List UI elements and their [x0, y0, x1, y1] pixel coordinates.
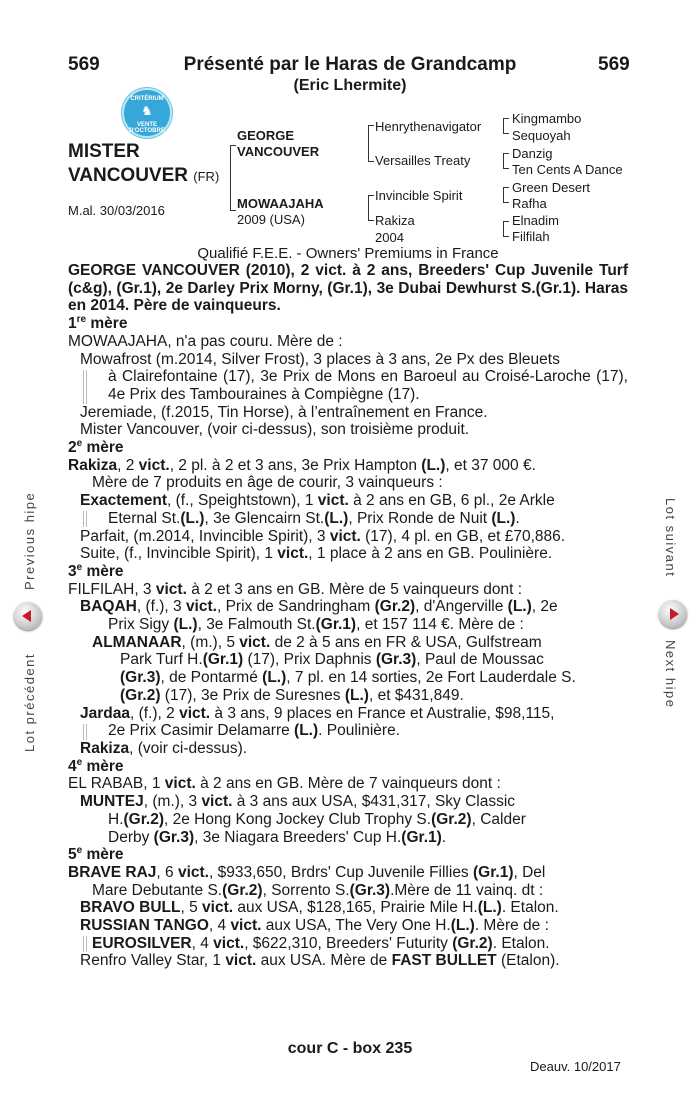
pedigree-bracket-sire: [368, 125, 374, 162]
produce-mister-vancouver: Mister Vancouver, (voir ci-dessus), son troisième produit.: [80, 421, 470, 439]
third-dam-intro: FILFILAH, 3 vict. à 2 et 3 ans en GB. Mère de 5 vainqueurs dont :: [68, 580, 523, 598]
arrow-right-icon: [670, 608, 679, 620]
produce-renfro-valley-star: Renfro Valley Star, 1 vict. aux USA. Mère de FAST BULLET (Etalon).: [80, 952, 560, 970]
produce-baqah: BAQAH, (f.), 3 vict., Prix de Sandringham (Gr.2), d'Angerville (L.), 2e Prix Sigy (L.), 3e Falmouth St.(Gr.1), et 157 114 €. Mère de :: [80, 598, 558, 634]
previous-hipe-label[interactable]: Previous hipe: [22, 491, 37, 590]
produce-suite: Suite, (f., Invincible Spirit), 1 vict., 1 place à 2 ans en GB. Poulinière.: [80, 545, 553, 563]
lot-number-left: 569: [68, 54, 100, 75]
heading-fifth-dam: 5e mère: [68, 845, 124, 864]
pedigree-bracket-dam: [368, 195, 374, 221]
produce-almanaar: ALMANAAR, (m.), 5 vict. de 2 à 5 ans en FR & USA, Gulfstream Park Turf H.(Gr.1) (17), Prix Daphnis (Gr.3), Paul de Moussac (Gr.3), de Pontarmé (L.), 7 pl. en 14 sorties, 2e Fort Lauderdale S. (Gr.2) (17), 3e Prix de Suresnes (L.), et $431,849.: [92, 633, 576, 704]
dam-year: 2009 (USA): [237, 212, 305, 227]
sale-reference: Deauv. 10/2017: [530, 1059, 621, 1074]
presenter-title: Présenté par le Haras de Grandcamp: [183, 54, 517, 75]
ssd-name: Sequoyah: [512, 128, 571, 143]
box-location: cour C - box 235: [287, 1040, 413, 1057]
previous-lot-label-fr[interactable]: Lot précédent: [22, 652, 37, 752]
produce-russian-tango: RUSSIAN TANGO, 4 vict. aux USA, The Very One H.(L.). Mère de :: [80, 917, 549, 935]
pedigree-bracket-g1: [503, 118, 509, 134]
dss-name: Green Desert: [512, 180, 591, 195]
sire-name: GEORGE VANCOUVER: [237, 128, 320, 159]
horse-name: [68, 140, 219, 189]
previous-lot-button[interactable]: [14, 602, 42, 630]
sds-name: Danzig: [512, 146, 553, 161]
presenter-subtitle: (Eric Lhermite): [293, 77, 407, 94]
pedigree-bracket-g2: [503, 153, 509, 169]
badge-bottom-text: VENTE D'OCTOBRE: [129, 122, 165, 134]
produce-jeremiade: Jeremiade, (f.2015, Tin Horse), à l’entraînement en France.: [80, 403, 488, 421]
produce-muntej: MUNTEJ, (m.), 3 vict. à 3 ans aux USA, $431,317, Sky Classic H.(Gr.2), 2e Hong Kong Jockey Club Trophy S.(Gr.2), Calder Derby (Gr.3), 3e Niagara Breeders' Cup H.(Gr.1).: [80, 793, 526, 846]
dam-name: MOWAAJAHA: [237, 196, 324, 211]
ddd-name: Filfilah: [512, 229, 550, 244]
produce-parfait: Parfait, (m.2014, Invincible Spirit), 3 vict. (17), 4 pl. en GB, et £70,886.: [80, 527, 566, 545]
produce-bravo-bull: BRAVO BULL, 5 vict. aux USA, $128,165, Prairie Mile H.(L.). Etalon.: [80, 899, 559, 917]
dam-sire: Invincible Spirit: [375, 188, 463, 203]
fourth-dam-intro: EL RABAB, 1 vict. à 2 ans en GB. Mère de 7 vainqueurs dont :: [68, 775, 501, 793]
heading-third-dam: 3e mère: [68, 561, 124, 580]
horse-head-icon: ♞: [141, 103, 153, 118]
horse-name-line1: MISTER: [68, 141, 140, 162]
first-dam-intro: MOWAAJAHA, n'a pas couru. Mère de :: [68, 332, 343, 350]
produce-mowafrost: Mowafrost (m.2014, Silver Frost), 3 places à 3 ans, 2e Px des Bleuets à Clairefontaine (17), 3e Prix de Mons en Baroeul au Croisé-Laroche (17), 4e Prix des Tambouraines à Compiègne (17).: [80, 350, 628, 403]
sire-dam: Versailles Treaty: [375, 153, 471, 168]
pedigree-bracket-main: [230, 145, 236, 211]
dds-name: Elnadim: [512, 213, 559, 228]
sire-paragraph: GEORGE VANCOUVER (2010), 2 vict. à 2 ans, Breeders' Cup Juvenile Turf (c&g), (Gr.1), 2e Darley Prix Morny, (Gr.1), 3e Dubai Dewhurst S.(Gr.1). Haras en 2014. Père de vainqueurs.: [68, 262, 628, 315]
heading-first-dam: 1re mère: [68, 313, 128, 333]
horse-name-line2: VANCOUVER: [68, 165, 188, 186]
produce-rakiza-ref: Rakiza, (voir ci-dessus).: [80, 739, 248, 757]
dam-dam: Rakiza: [375, 213, 415, 228]
arrow-left-icon: [22, 610, 31, 622]
lot-number-right: 569: [598, 54, 630, 75]
fifth-dam-brave-raj: BRAVE RAJ, 6 vict., $933,650, Brdrs' Cup Juvenile Fillies (Gr.1), Del Mare Debutante S.(Gr.2), Sorrento S.(Gr.3).Mère de 11 vainq. dt :: [68, 863, 546, 899]
sire-sire: Henrythenavigator: [375, 119, 482, 134]
horse-country: (FR): [193, 169, 220, 184]
criterium-badge-logo: [122, 88, 172, 138]
second-dam-rakiza: Rakiza, 2 vict., 2 pl. à 2 et 3 ans, 3e Prix Hampton (L.), et 37 000 €. Mère de 7 produits en âge de courir, 3 vainqueurs :: [68, 456, 536, 492]
produce-eurosilver: EUROSILVER, 4 vict., $622,310, Breeders' Futurity (Gr.2). Etalon.: [68, 935, 628, 953]
dam-dam-year: 2004: [375, 230, 404, 245]
qualification-note: Qualifié F.E.E. - Owners' Premiums in France: [197, 245, 499, 262]
next-lot-label-fr[interactable]: Lot suivant: [663, 498, 678, 578]
next-hipe-label[interactable]: Next hipe: [663, 640, 678, 709]
heading-second-dam: 2e mère: [68, 437, 124, 457]
produce-exactement: Exactement, (f., Speightstown), 1 vict. à 2 ans en GB, 6 pl., 2e Arkle Eternal St.(L.), 3e Glencairn St.(L.), Prix Ronde de Nuit (L.).: [80, 492, 555, 527]
pedigree-bracket-g4: [503, 221, 509, 237]
catalogue-body: [68, 262, 628, 970]
badge-top-text: CRITÉRIUM: [130, 96, 164, 102]
presenter-header: [130, 54, 570, 96]
pedigree-bracket-g3: [503, 187, 509, 203]
sdd-name: Ten Cents A Dance: [512, 162, 623, 177]
heading-fourth-dam: 4e mère: [68, 756, 124, 775]
next-lot-button[interactable]: [659, 600, 687, 628]
foaling-date: M.al. 30/03/2016: [68, 203, 165, 218]
produce-jardaa: Jardaa, (f.), 2 vict. à 3 ans, 9 places en France et Australie, $98,115, 2e Prix Casimir Delamarre (L.). Poulinière.: [80, 704, 555, 740]
sss-name: Kingmambo: [512, 111, 582, 126]
dsd-name: Rafha: [512, 196, 547, 211]
